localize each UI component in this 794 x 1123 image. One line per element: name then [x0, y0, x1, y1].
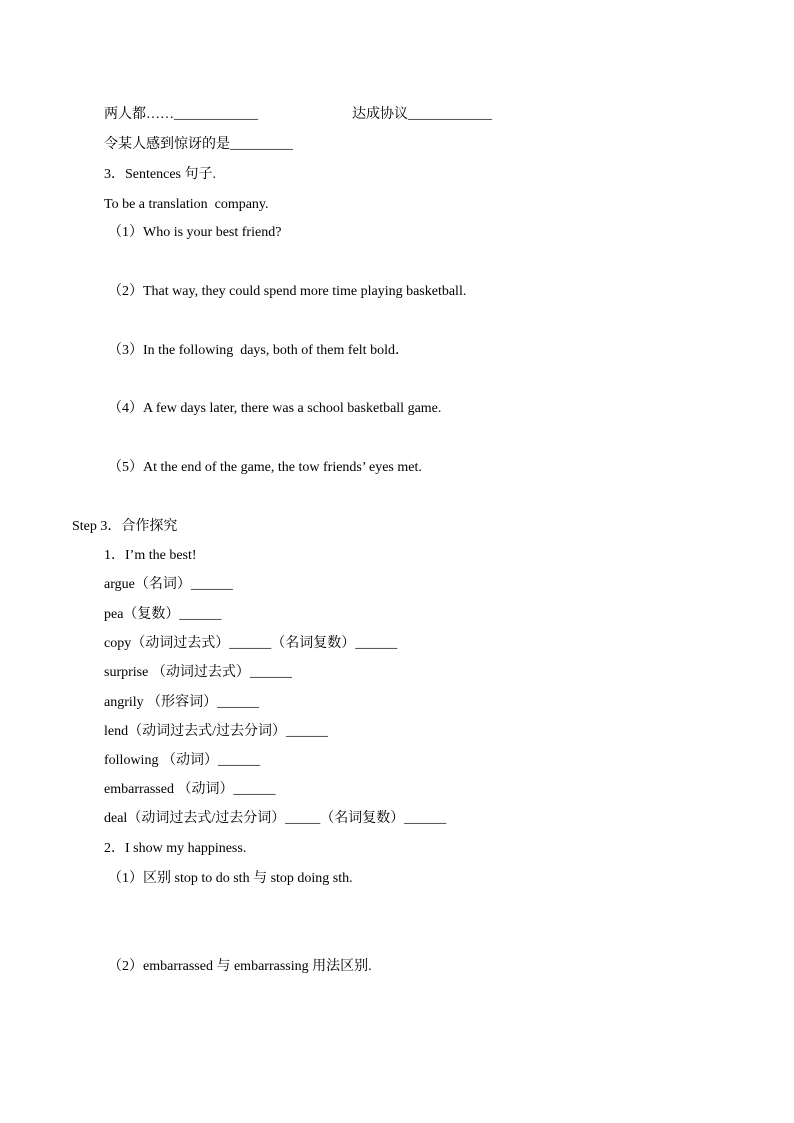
part2-heading: 2．I show my happiness.: [104, 841, 247, 856]
phrase-agree: 达成协议____________: [352, 107, 492, 122]
word-form-surprise: surprise （动词过去式）______: [104, 665, 292, 680]
word-form-angrily: angrily （形容词）______: [104, 695, 260, 710]
sentence-2: （2）That way, they could spend more time playing basketball.: [108, 284, 467, 299]
part2-item-1: （1）区别 stop to do sth 与 stop doing sth.: [108, 871, 353, 886]
sentence-3: （3）In the following days, both of them felt bold．: [108, 343, 409, 358]
word-form-pea: pea（复数）______: [104, 607, 222, 622]
sentence-4: （4）A few days later, there was a school basketball game.: [108, 401, 442, 416]
word-form-following: following （动词）______: [104, 753, 260, 768]
word-form-deal: deal（动词过去式/过去分词）_____（名词复数）______: [104, 811, 447, 826]
word-form-lend: lend（动词过去式/过去分词）______: [104, 724, 328, 739]
section-heading-sentences: 3．Sentences 句子.: [104, 167, 216, 182]
sentence-1: （1）Who is your best friend?: [108, 225, 282, 240]
part2-item-2: （2）embarrassed 与 embarrassing 用法区别.: [108, 959, 372, 974]
phrase-surprise: 令某人感到惊讶的是_________: [104, 137, 293, 152]
step3-heading: Step 3．合作探究: [72, 519, 178, 534]
word-form-copy: copy（动词过去式）______（名词复数）______: [104, 636, 398, 651]
word-form-argue: argue（名词）______: [104, 577, 233, 592]
part1-heading: 1．I’m the best!: [104, 548, 197, 563]
phrase-both: 两人都……____________: [104, 107, 258, 122]
word-form-embarrassed: embarrassed （动词）______: [104, 782, 276, 797]
sentence-5: （5）At the end of the game, the tow friends’ eyes met.: [108, 460, 422, 475]
sentences-intro: To be a translation company.: [104, 197, 269, 212]
